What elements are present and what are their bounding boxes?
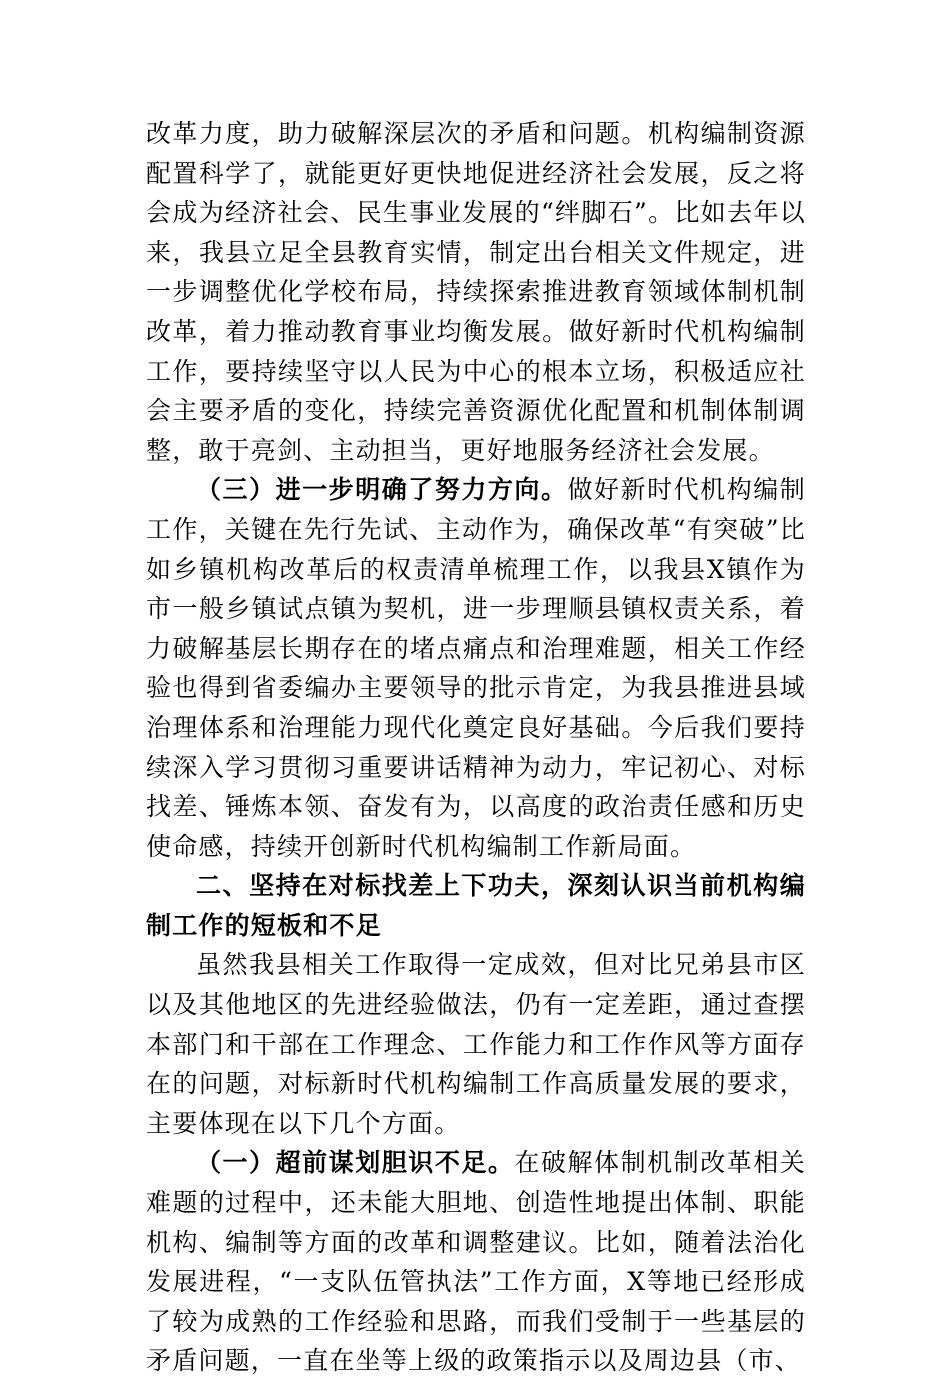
paragraph-planning-lead: （一）超前谋划胆识不足。 bbox=[196, 1148, 515, 1178]
paragraph-gap-intro: 虽然我县相关工作取得一定成效，但对比兄弟县市区以及其他地区的先进经验做法，仍有一定差距，通过查摆本部门和干部在工作理念、工作能力和工作作风等方面存在的问题，对标新时代机构编制工作高质量发展的要求，主要体现在以下几个方面。 bbox=[146, 950, 806, 1138]
section-heading-2: 二、坚持在对标找差上下功夫，深刻认识当前机构编制工作的短板和不足 bbox=[146, 871, 806, 940]
document-page bbox=[146, 114, 806, 1381]
paragraph-planning-body: 在破解体制机制改革相关难题的过程中，还未能大胆地、创造性地提出体制、职能机构、编制等方面的改革和调整建议。比如，随着法治化发展进程，“一支队伍管执法”工作方面，X等地已经形成了较为成熟的工作经验和思路，而我们受制于一些基层的矛盾问题，一直在坐等上级的政策指示以及周边县（市、 bbox=[146, 1148, 806, 1376]
paragraph-direction bbox=[146, 470, 806, 866]
paragraph-direction-lead: （三）进一步明确了努力方向。 bbox=[196, 475, 568, 505]
paragraph-reform-intensity: 改革力度，助力破解深层次的矛盾和问题。机构编制资源配置科学了，就能更好更快地促进经济社会发展，反之将会成为经济社会、民生事业发展的“绊脚石”。比如去年以来，我县立足全县教育实情，制定出台相关文件规定，进一步调整优化学校布局，持续探索推进教育领域体制机制改革，着力推动教育事业均衡发展。做好新时代机构编制工作，要持续坚守以人民为中心的根本立场，积极适应社会主要矛盾的变化，持续完善资源优化配置和机制体制调整，敢于亮剑、主动担当，更好地服务经济社会发展。 bbox=[146, 119, 806, 465]
paragraph-planning bbox=[146, 1143, 806, 1381]
paragraph-direction-body: 做好新时代机构编制工作，关键在先行先试、主动作为，确保改革“有突破”比如乡镇机构改革后的权责清单梳理工作，以我县X镇作为市一般乡镇试点镇为契机，进一步理顺县镇权责关系，着力破解基层长期存在的堵点痛点和治理难题，相关工作经验也得到省委编办主要领导的批示肯定，为我县推进县域治理体系和治理能力现代化奠定良好基础。今后我们要持续深入学习贯彻习重要讲话精神为动力，牢记初心、对标找差、锤炼本领、奋发有为，以高度的政治责任感和历史使命感，持续开创新时代机构编制工作新局面。 bbox=[146, 475, 806, 861]
